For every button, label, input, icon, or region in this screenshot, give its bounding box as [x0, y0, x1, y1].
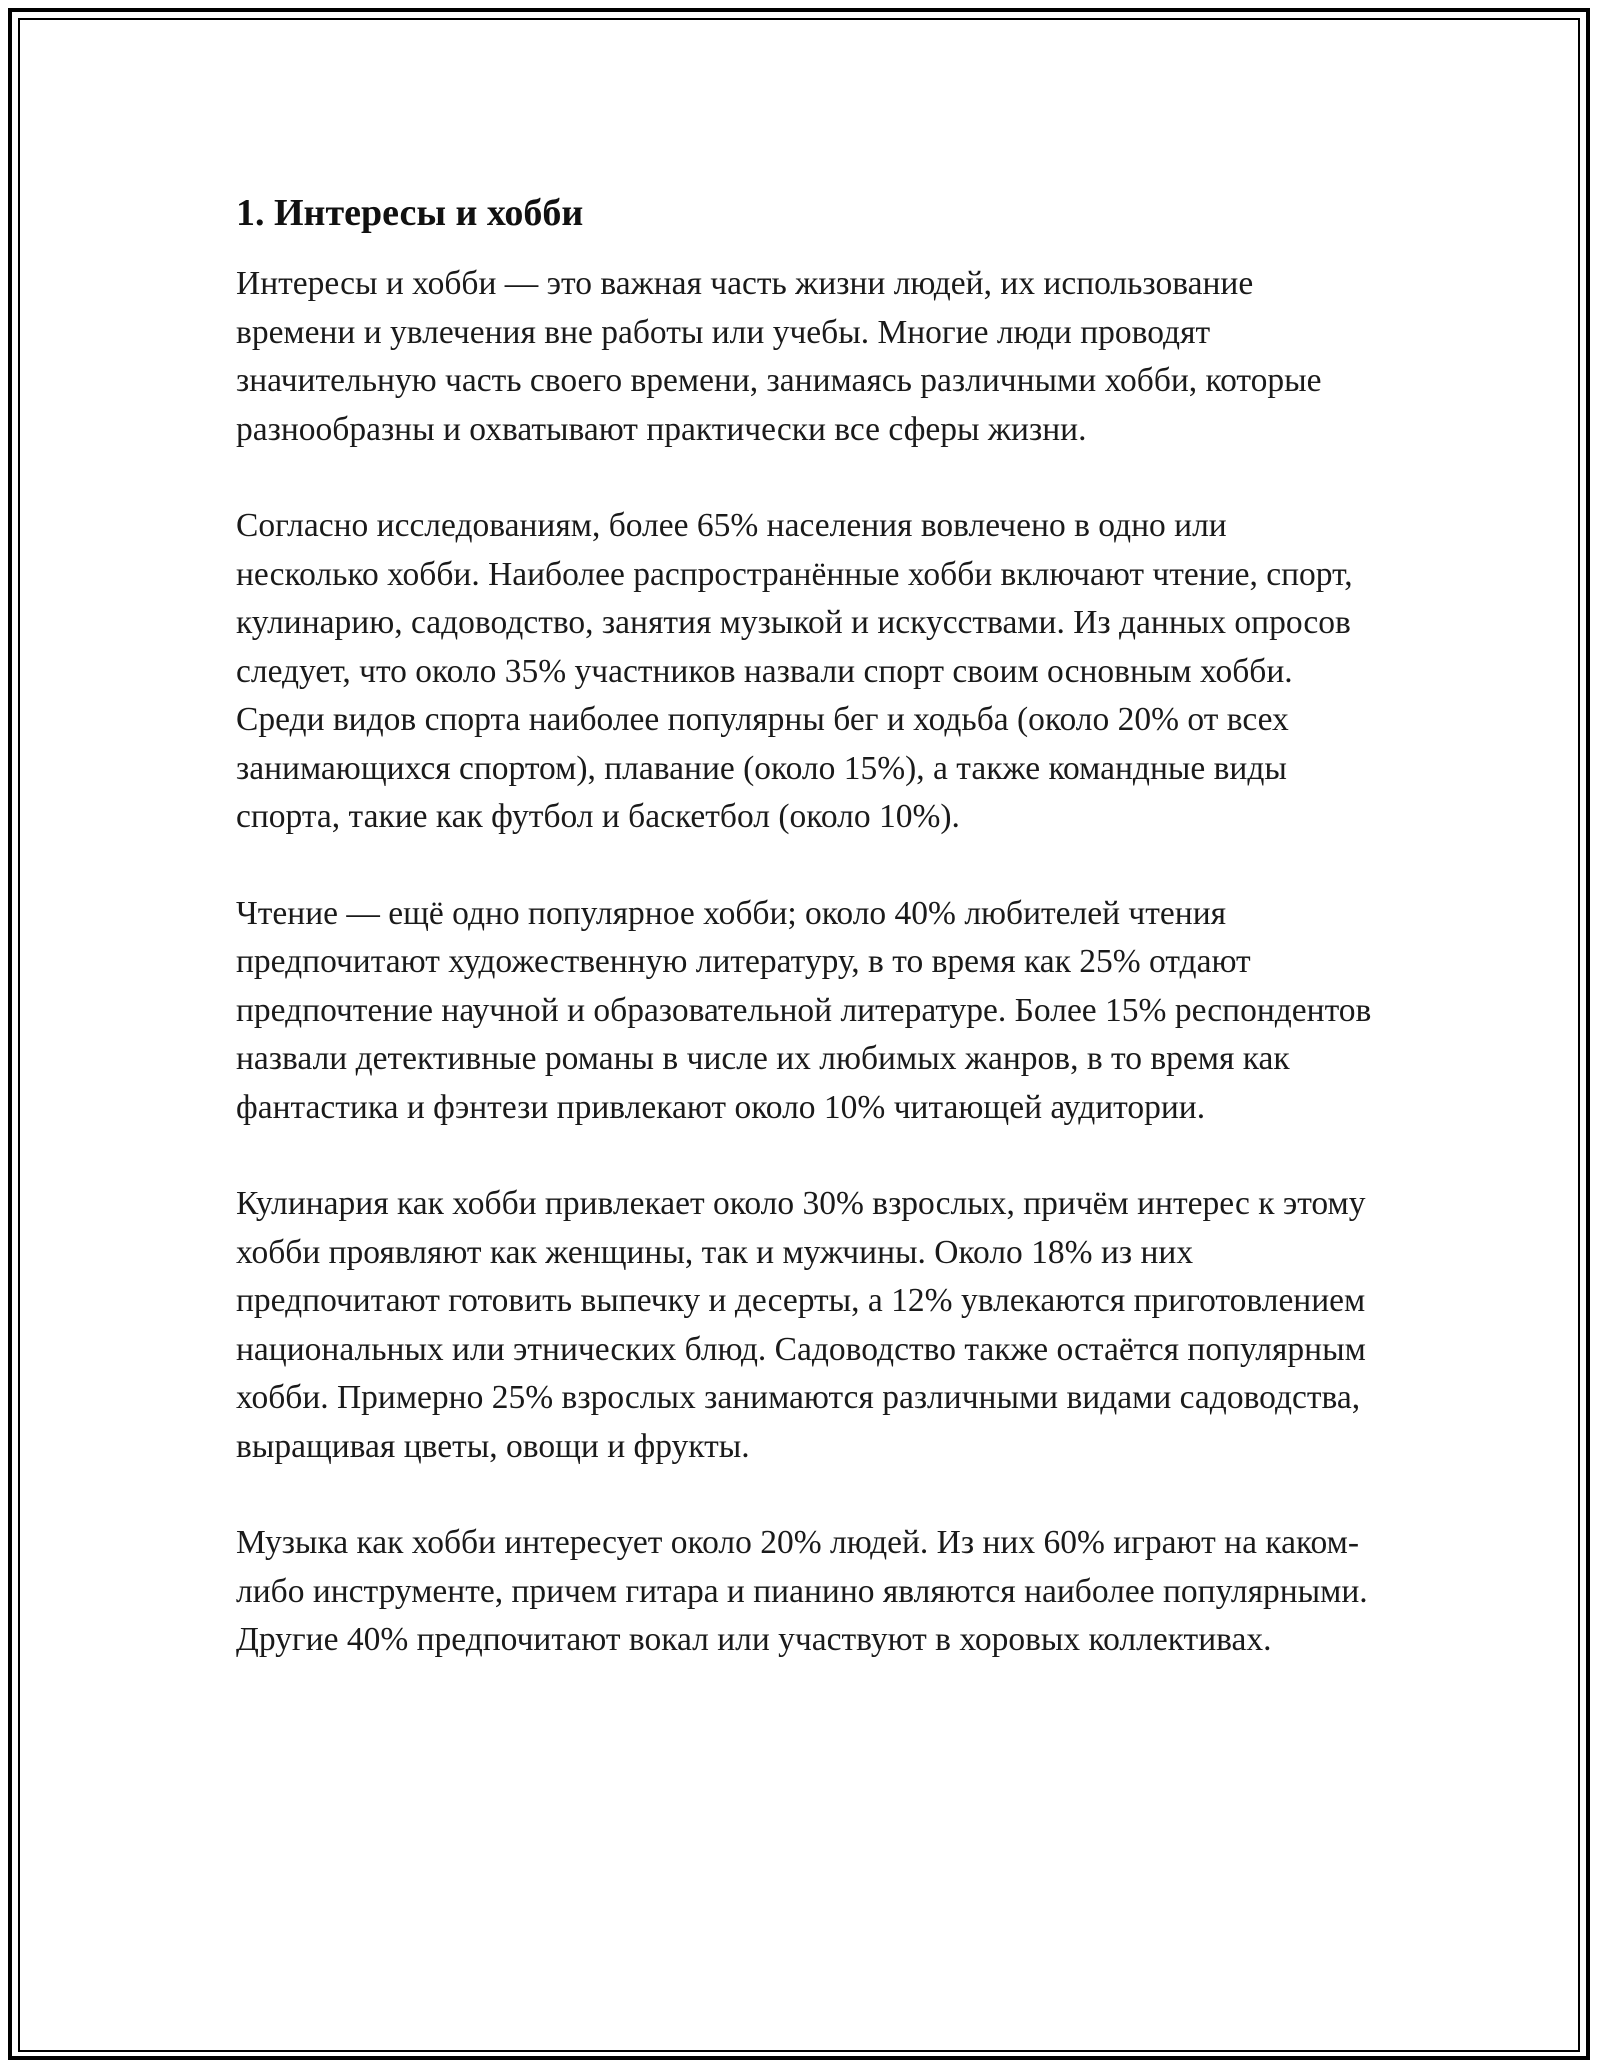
- paragraph-cooking-gardening: Кулинария как хобби привлекает около 30% взрослых, причём интерес к этому хобби проявляют как женщины, так и мужчины. Около 18% из них предпочитают готовить выпечку и десерты, а 12% увлекаются приготовлением национальных или этнических блюд. Садоводство также остаётся популярным хобби. Примерно 25% взрослых занимаются различными видами садоводства, выращивая цветы, овощи и фрукты.: [236, 1185, 1366, 1465]
- paragraph-sports: Согласно исследованиям, более 65% населения вовлечено в одно или несколько хобби. Наиболее распространённые хобби включают чтение, спорт, кулинарию, садоводство, занятия музыкой и искусствами. Из данных опросов следует, что около 35% участников назвали спорт своим основным хобби. Среди видов спорта наиболее популярны бег и ходьба (около 20% от всех занимающихся спортом), плавание (около 15%), а также командные виды спорта, такие как футбол и баскетбол (около 10%).: [236, 507, 1353, 835]
- paragraph-music: Музыка как хобби интересует около 20% людей. Из них 60% играют на каком-либо инструменте, причем гитара и пианино являются наиболее популярными. Другие 40% предпочитают вокал или участвуют в хоровых коллективах.: [236, 1524, 1368, 1658]
- section-heading: 1. Интересы и хобби: [236, 192, 584, 234]
- document-body: [236, 188, 1376, 1713]
- paragraph-reading: Чтение — ещё одно популярное хобби; около 40% любителей чтения предпочитают художественную литературу, в то время как 25% отдают предпочтение научной и образовательной литературе. Более 15% респондентов назвали детективные романы в числе их любимых жанров, в то время как фантастика и фэнтези привлекают около 10% читающей аудитории.: [236, 894, 1372, 1126]
- paragraph-intro: Интересы и хобби — это важная часть жизни людей, их использование времени и увлечения вне работы или учебы. Многие люди проводят значительную часть своего времени, занимаясь различными хобби, которые разнообразны и охватывают практически все сферы жизни.: [236, 265, 1322, 448]
